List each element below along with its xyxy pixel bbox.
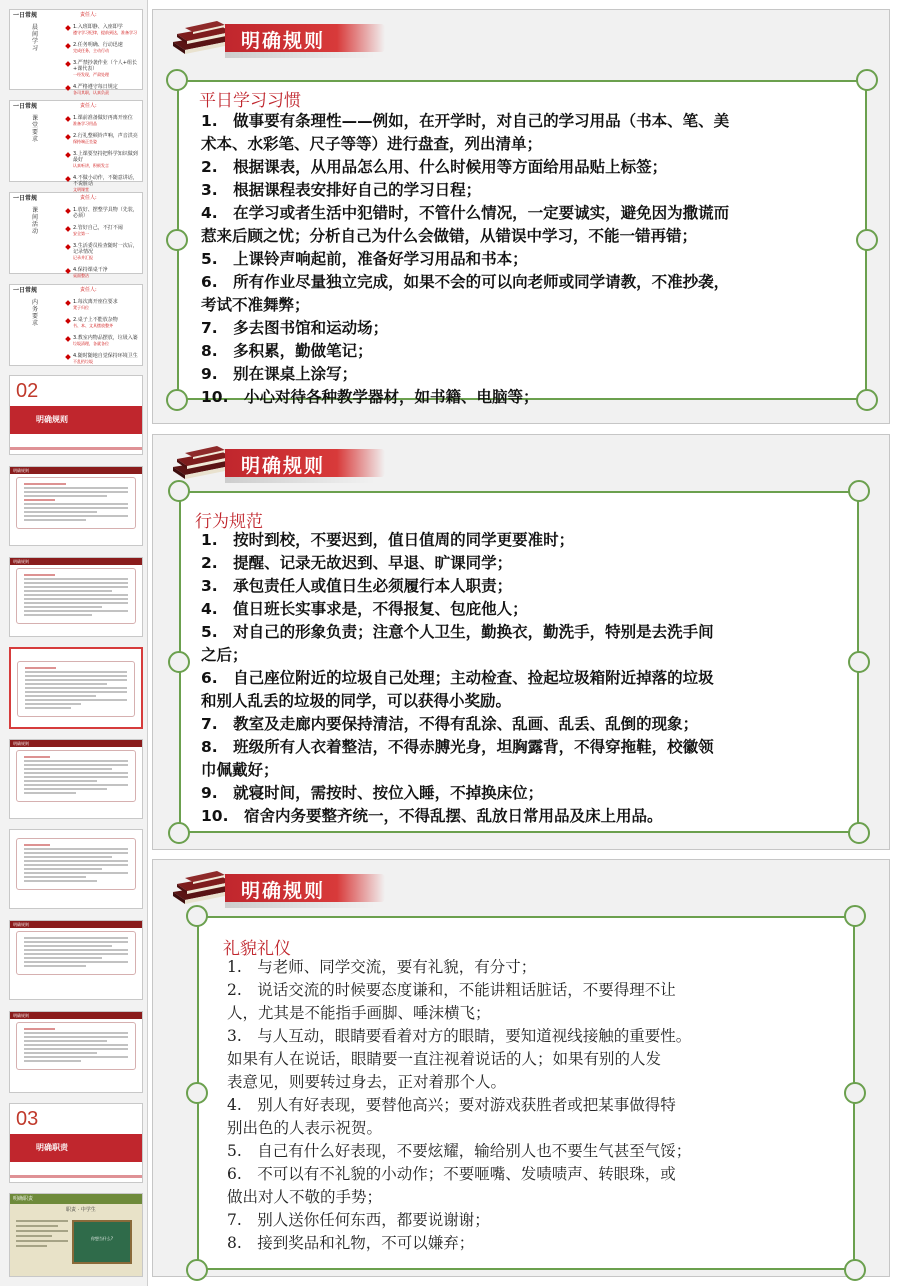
rule-line: 惹来后顾之忧；分析自己为什么会做错，从错误中学习，不能一错再错； <box>201 227 698 245</box>
rule-line: 6. 自己座位附近的垃圾自己处理；主动检查、捡起垃圾箱附近掉落的垃圾 <box>201 669 714 687</box>
slide-thumbnail[interactable] <box>9 1193 143 1277</box>
thumb-text-box <box>16 477 136 529</box>
thumb-header <box>10 740 142 747</box>
content-box[interactable] <box>197 916 855 1270</box>
thumb-list-item: 1.入班即静、入座即学 遵守学习纪律，提前到达，准备学习 <box>66 24 142 36</box>
slide-title: 明确规则 <box>241 30 326 52</box>
rule-line: 7. 别人送你任何东西，都要说谢谢； <box>227 1211 490 1229</box>
rule-line: 6. 不可以有不礼貌的小动作；不要咂嘴、发啧啧声、转眼珠，或 <box>227 1165 676 1183</box>
thumb-list <box>66 299 142 371</box>
section-bar <box>10 406 142 434</box>
thumb-vertical-title: 课堂要求 <box>32 115 39 143</box>
rule-line: 10. 宿舍内务要整齐统一，不得乱摆、乱放日常用品及床上用品。 <box>201 807 663 825</box>
slide-thumbnail-section[interactable] <box>9 1103 143 1183</box>
thumb-header <box>10 1012 142 1019</box>
divider <box>10 447 142 450</box>
rule-line: 1. 与老师、同学交流，要有礼貌，有分寸； <box>227 958 537 976</box>
divider <box>10 1175 142 1178</box>
slide-thumbnail[interactable] <box>9 557 143 637</box>
thumb-list-item: 3.生活委员检查随时一次后，记录情况 记录并汇报 <box>66 243 142 261</box>
rule-line: 7. 多去图书馆和运动场； <box>201 319 389 337</box>
thumb-list-item: 1.放好、摆整学具物（先装，必须） <box>66 207 142 219</box>
section-number: 02 <box>16 380 39 402</box>
slide-thumbnail[interactable] <box>9 284 143 366</box>
section-heading: 行为规范 <box>195 512 263 532</box>
slide-thumbnail[interactable] <box>9 739 143 819</box>
thumb-text-box <box>16 750 136 802</box>
slide-canvas[interactable] <box>152 859 890 1277</box>
thumb-list-item: 3.上课要坚持把科学知识做到最好 认真听讲，积极发言 <box>66 151 142 169</box>
title-banner-shadow <box>225 477 375 483</box>
thumb-tag: 明确规则 <box>13 921 29 927</box>
rule-line: 8. 接到奖品和礼物，不可以嫌弃； <box>227 1234 475 1252</box>
rule-list <box>201 110 851 409</box>
thumb-list-item: 3.严禁抄袭作业（个人+组长+课代表） 一经发现，严肃处理 <box>66 60 142 78</box>
thumb-list-item: 1.课前准备做好再离开座位 准备学习用品 <box>66 115 142 127</box>
rule-line: 3. 承包责任人或值日生必须履行本人职责； <box>201 577 513 595</box>
thumb-list <box>66 115 142 199</box>
thumb-owner: 责任人: <box>80 103 97 109</box>
title-banner <box>225 24 385 52</box>
section-title: 明确职责 <box>36 1143 68 1152</box>
rule-line: 9. 别在课桌上涂写； <box>201 365 358 383</box>
slide-header <box>159 860 559 920</box>
slide-thumbnail[interactable] <box>9 920 143 1000</box>
rule-line: 4. 值日班长实事求是，不得报复、包庇他人； <box>201 600 528 618</box>
rule-line: 6. 所有作业尽量独立完成，如果不会的可以向老师或同学请教，不准抄袭， <box>201 273 730 291</box>
thumb-list-item: 2.任务明确、行动迅速 完成任务，主动行动 <box>66 42 142 54</box>
thumb-text-box <box>16 931 136 975</box>
thumb-list-item: 3.教室内物品摆放，垃圾入篓 垃圾清理，各就各位 <box>66 335 142 347</box>
section-heading: 平日学习习惯 <box>199 91 301 111</box>
rule-line: 2. 说话交流的时候要态度谦和，不能讲粗话脏话，不要得理不让 <box>227 981 676 999</box>
rule-line: 如果有人在说话，眼睛要一直注视着说话的人；如果有别的人发 <box>227 1050 662 1068</box>
thumb-owner: 责任人: <box>80 12 97 18</box>
slide-thumbnail[interactable] <box>9 9 143 95</box>
title-banner <box>225 449 385 477</box>
thumb-header <box>10 285 142 294</box>
title-banner-shadow <box>225 902 375 908</box>
content-box[interactable] <box>179 491 859 833</box>
section-title: 明确规则 <box>36 415 68 424</box>
thumb-text-box <box>16 568 136 624</box>
slide-header <box>159 10 559 70</box>
thumb-tag: 一日常规 <box>13 12 38 19</box>
rule-line: 之后； <box>201 646 248 664</box>
slide-thumbnail[interactable] <box>9 100 143 192</box>
chalkboard-text: 你想当什么? <box>90 1236 114 1241</box>
thumb-tag: 一日常规 <box>13 195 38 202</box>
rule-line: 术本、水彩笔、尺子等等）进行盘查，列出清单； <box>201 135 543 153</box>
thumb-list-item: 1.每次离开座位要求 凳子归位 <box>66 299 142 311</box>
rule-list <box>227 956 847 1255</box>
rule-line: 8. 多积累，勤做笔记； <box>201 342 373 360</box>
section-heading: 礼貌礼仪 <box>223 939 291 959</box>
title-banner <box>225 874 385 902</box>
thumb-list-item: 2.桌子上不能放杂物 书、本、文具摆放整齐 <box>66 317 142 329</box>
thumb-header <box>10 558 142 565</box>
rule-line: 1. 做事要有条理性——例如，在开学时，对自己的学习用品（书本、笔、美 <box>201 112 730 130</box>
thumb-list <box>66 207 142 285</box>
thumb-header <box>10 10 142 19</box>
thumb-tag: 明确规则 <box>13 1012 29 1018</box>
rule-line: 2. 提醒、记录无故迟到、早退、旷课同学； <box>201 554 513 572</box>
rule-line: 和别人乱丢的垃圾的同学，可以获得小奖励。 <box>201 692 512 710</box>
rule-line: 5. 对自己的形象负责；注意个人卫生，勤换衣，勤洗手，特别是去洗手间 <box>201 623 714 641</box>
rule-line: 5. 上课铃声响起前，准备好学习用品和书本； <box>201 250 528 268</box>
chalkboard-image <box>72 1220 132 1264</box>
slide-thumbnail[interactable] <box>9 192 143 278</box>
title-banner-shadow <box>225 52 375 58</box>
thumb-tag: 明确规则 <box>13 558 29 564</box>
slide-thumbnail-panel <box>0 0 148 1286</box>
thumb-text-box <box>16 1022 136 1070</box>
rule-line: 做出对人不敬的手势； <box>227 1188 383 1206</box>
thumb-vertical-title: 课间活动 <box>32 207 39 235</box>
content-box[interactable] <box>177 80 867 406</box>
thumb-text-box <box>16 838 136 890</box>
rule-line: 考试不准舞弊； <box>201 296 310 314</box>
thumb-list-item: 4.不做小动作，不随意讲话，不说脏话 文明课堂 <box>66 175 142 193</box>
rule-list <box>201 529 841 828</box>
thumb-background <box>10 1194 142 1276</box>
section-number: 03 <box>16 1108 39 1130</box>
thumb-tag: 一日常规 <box>13 287 38 294</box>
rule-line: 1. 按时到校，不要迟到，值日值周的同学更要准时； <box>201 531 575 549</box>
thumb-tag: 一日常规 <box>13 103 38 110</box>
thumb-header <box>10 921 142 928</box>
thumb-list-item: 4.严格遵守每日规定 各司其职，认真负责 <box>66 84 142 96</box>
slide-thumbnail-selected[interactable] <box>9 647 143 729</box>
rule-line: 5. 自己有什么好表现，不要炫耀，输给别人也不要生气甚至气馁； <box>227 1142 692 1160</box>
slide-header <box>159 435 559 495</box>
slide-canvas[interactable] <box>152 9 890 424</box>
rule-line: 3. 根据课程表安排好自己的学习日程； <box>201 181 482 199</box>
thumb-list-item: 4.随时随地自觉保持环境卫生 不乱扔垃圾 <box>66 353 142 365</box>
thumb-vertical-title: 内务要求 <box>32 299 39 327</box>
rule-line: 人，尤其是不能指手画脚、唾沫横飞； <box>227 1004 491 1022</box>
rule-line: 2. 根据课表，从用品怎么用、什么时候用等方面给用品贴上标签； <box>201 158 668 176</box>
thumb-tag: 明确规则 <box>13 467 29 473</box>
slide-title: 明确规则 <box>241 455 326 477</box>
rule-line: 7. 教室及走廊内要保持清洁，不得有乱涂、乱画、乱丢、乱倒的现象； <box>201 715 699 733</box>
rule-line: 4. 别人有好表现，要替他高兴；要对游戏获胜者或把某事做得特 <box>227 1096 676 1114</box>
rule-line: 表意见，则要转过身去，正对着那个人。 <box>227 1073 507 1091</box>
rule-line: 9. 就寝时间，需按时、按位入睡，不掉换床位； <box>201 784 544 802</box>
rule-line: 8. 班级所有人衣着整洁，不得赤膊光身，坦胸露背，不得穿拖鞋，校徽领 <box>201 738 714 756</box>
thumb-owner: 责任人: <box>80 195 97 201</box>
thumb-tag: 明确规则 <box>13 740 29 746</box>
slide-thumbnail[interactable] <box>9 1011 143 1093</box>
thumb-list <box>66 24 142 102</box>
slide-thumbnail-section[interactable] <box>9 375 143 455</box>
thumb-text-lines <box>16 1220 68 1250</box>
rule-line: 4. 在学习或者生活中犯错时，不管什么情况，一定要诚实，避免因为撒谎而 <box>201 204 730 222</box>
rule-line: 10. 小心对待各种教学器材，如书籍、电脑等； <box>201 388 539 406</box>
thumb-header <box>10 101 142 110</box>
thumb-list-item: 2.管好自己，不打不闹 安全第一 <box>66 225 142 237</box>
rule-line: 别出色的人表示祝贺。 <box>227 1119 383 1137</box>
rule-line: 巾佩戴好； <box>201 761 279 779</box>
thumb-owner: 责任人: <box>80 287 97 293</box>
thumb-list-item: 2.行礼整顿铃声响，声音洪亮 保持端正坐姿 <box>66 133 142 145</box>
slide-title: 明确规则 <box>241 880 326 902</box>
slide-thumbnail[interactable] <box>9 466 143 546</box>
thumb-vertical-title: 晨间学习 <box>32 24 39 52</box>
rule-line: 3. 与人互动，眼睛要看着对方的眼睛，要知道视线接触的重要性。 <box>227 1027 692 1045</box>
thumb-header <box>10 467 142 474</box>
thumb-title: 职责 · 中学生 <box>66 1207 96 1213</box>
thumb-header <box>10 193 142 202</box>
slide-canvas[interactable] <box>152 434 890 850</box>
thumb-header: 明确职责 <box>10 1194 142 1204</box>
thumb-text-box <box>17 661 135 717</box>
slide-thumbnail[interactable] <box>9 829 143 909</box>
section-bar <box>10 1134 142 1162</box>
thumb-list-item: 4.保持课桌干净 桌面整洁 <box>66 267 142 279</box>
